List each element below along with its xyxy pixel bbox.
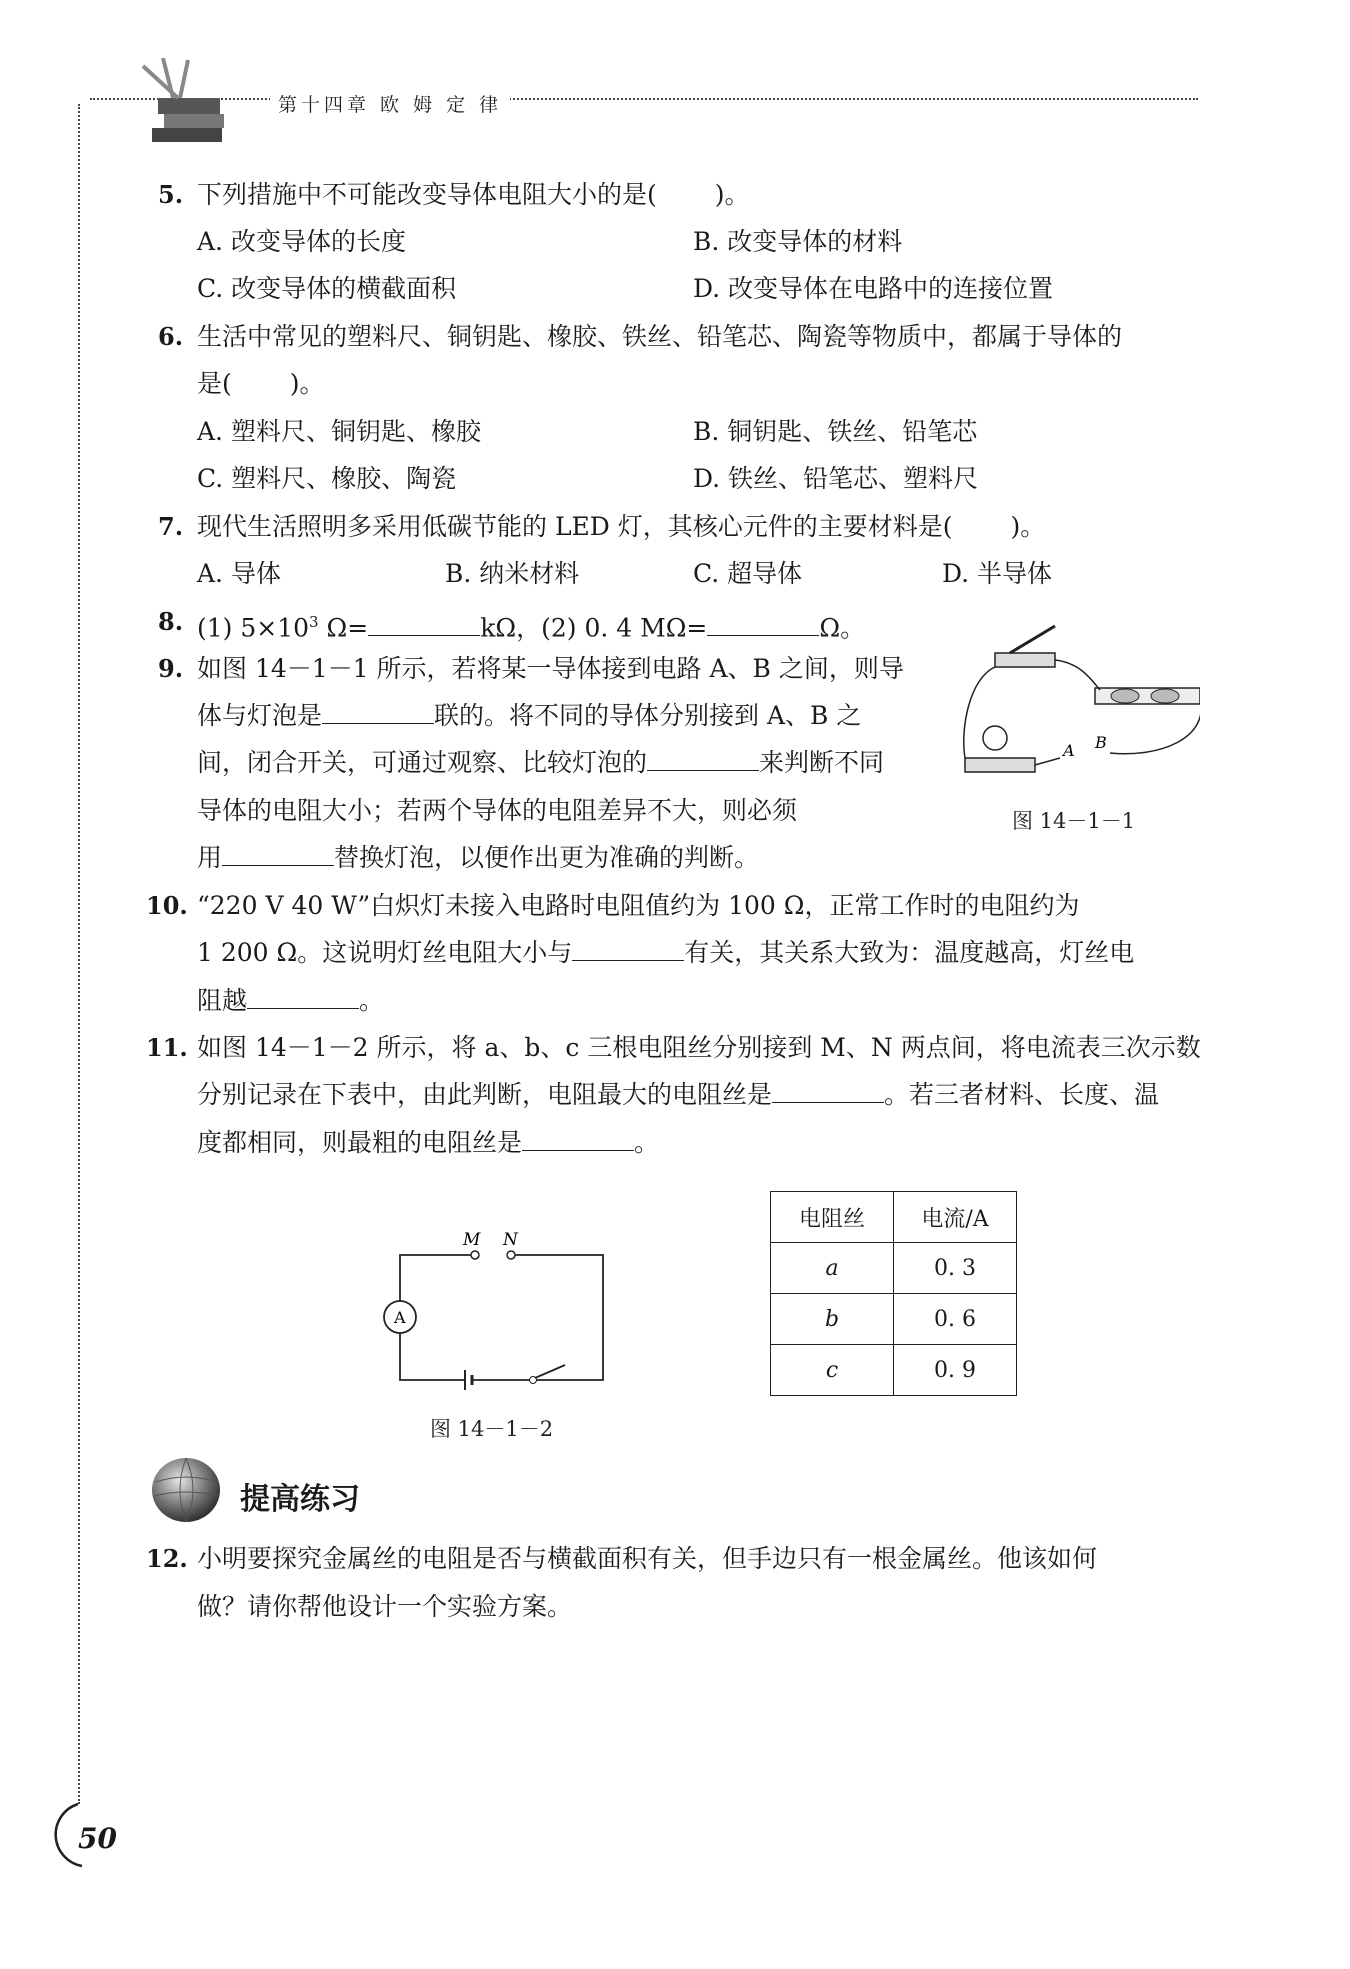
globe-icon [146, 1452, 226, 1532]
q5-option-b: B. 改变导体的材料 [693, 227, 903, 256]
label-b: B [1095, 733, 1107, 752]
q6-stem2-end: )。 [289, 369, 325, 398]
q9-line3 [197, 748, 884, 778]
table-cell-current: 0. 6 [894, 1294, 1017, 1345]
q7-stem-text: 现代生活照明多采用低碳节能的 LED 灯，其核心元件的主要材料是( [197, 512, 953, 541]
q8-part2: Ω= [318, 613, 369, 643]
chapter-header: 第十四章 欧 姆 定 律 [270, 90, 510, 117]
wire-2 [1055, 660, 1100, 690]
q10-line2 [197, 938, 1134, 968]
table-cell-wire: c [771, 1345, 894, 1396]
table-row [771, 1294, 1017, 1345]
q8-part3: kΩ，(2) 0. 4 MΩ= [480, 613, 708, 643]
q10-l2b: 有关，其关系大致为：温度越高，灯丝电 [684, 938, 1135, 967]
q6-option-a: A. 塑料尺、铜钥匙、橡胶 [197, 417, 481, 446]
q7-stem-end: )。 [1010, 512, 1046, 541]
q12-line1: 小明要探究金属丝的电阻是否与横截面积有关，但手边只有一根金属丝。他该如何 [197, 1544, 1098, 1573]
q7-option-b: B. 纳米材料 [445, 559, 580, 588]
q11-l3a: 度都相同，则最粗的电阻丝是 [197, 1128, 523, 1157]
q5-stem-text: 下列措施中不可能改变导体电阻大小的是( [197, 180, 657, 209]
q9-l3a: 间，闭合开关，可通过观察、比较灯泡的 [197, 748, 648, 777]
q10-l3b: 。 [359, 986, 385, 1015]
q8-text [197, 607, 865, 643]
q11-l2b: 。若三者材料、长度、温 [884, 1080, 1160, 1109]
q6-option-b: B. 铜钥匙、铁丝、铅笔芯 [693, 417, 978, 446]
lightbulb-icon [983, 726, 1007, 750]
q10-l2a: 1 200 Ω。这说明灯丝电阻大小与 [197, 938, 573, 967]
q9-l3b: 来判断不同 [759, 748, 885, 777]
battery-2 [1151, 689, 1179, 703]
q11-line3 [197, 1128, 659, 1158]
current-table [770, 1191, 1017, 1396]
q6-option-c: C. 塑料尺、橡胶、陶瓷 [197, 464, 457, 493]
q8-part1: (1) 5×10 [197, 613, 310, 643]
q8-exponent: 3 [309, 613, 319, 631]
header-dotted-rule [90, 98, 1198, 100]
wire-3 [1110, 698, 1200, 754]
q5-stem [197, 180, 750, 210]
q11-line1: 如图 14－1－2 所示，将 a、b、c 三根电阻丝分别接到 M、N 两点间，将电流表三次示数 [197, 1033, 1201, 1062]
ammeter-label: A [394, 1308, 406, 1327]
q9-l2a: 体与灯泡是 [197, 701, 323, 730]
q10-l3a: 阻越 [197, 986, 248, 1015]
q7-stem [197, 512, 1045, 542]
q8-part4: Ω。 [819, 613, 866, 643]
q5-option-d: D. 改变导体在电路中的连接位置 [693, 274, 1054, 303]
battery-1 [1111, 689, 1139, 703]
q11-blank-2[interactable] [522, 1128, 634, 1151]
q9-line2 [197, 701, 861, 731]
table-header-row [771, 1192, 1017, 1243]
q6-option-d: D. 铁丝、铅笔芯、塑料尺 [693, 464, 979, 493]
page-number: 50 [78, 1822, 117, 1855]
switch-base [995, 653, 1055, 667]
q12-line2: 做？请你帮他设计一个实验方案。 [197, 1592, 573, 1621]
left-dotted-rule [78, 104, 80, 1804]
q9-l5a: 用 [197, 843, 223, 872]
figure-14-1-1 [950, 618, 1200, 788]
q10-blank-2[interactable] [247, 986, 359, 1009]
q9-blank-3[interactable] [222, 843, 334, 866]
figure-14-1-2-circuit [375, 1225, 615, 1395]
switch-lever [1010, 626, 1055, 653]
section-title: 提高练习 [240, 1482, 360, 1517]
figure-14-1-1-caption: 图 14－1－1 [1012, 809, 1136, 833]
q8-number: 8. [158, 607, 184, 636]
q11-l3b: 。 [634, 1128, 660, 1157]
table-cell-current: 0. 9 [894, 1345, 1017, 1396]
q10-blank-1[interactable] [572, 938, 684, 961]
q11-blank-1[interactable] [772, 1080, 884, 1103]
q6-stem-line2 [197, 369, 325, 399]
wire-4 [1035, 758, 1060, 765]
books-icon [138, 58, 238, 148]
table-cell-current: 0. 3 [894, 1243, 1017, 1294]
q5-option-a: A. 改变导体的长度 [197, 227, 406, 256]
q9-blank-1[interactable] [322, 701, 434, 724]
q9-l5b: 替换灯泡，以便作出更为准确的判断。 [334, 843, 760, 872]
q5-number: 5. [158, 180, 184, 209]
q10-line3 [197, 986, 384, 1016]
q8-blank-2[interactable] [707, 613, 819, 636]
q11-number: 11. [146, 1033, 188, 1062]
q9-number: 9. [158, 654, 184, 683]
q11-l2a: 分别记录在下表中，由此判断，电阻最大的电阻丝是 [197, 1080, 773, 1109]
figure-14-1-2-caption: 图 14－1－2 [430, 1417, 554, 1441]
label-m: M [463, 1230, 481, 1250]
label-a: A [1063, 741, 1075, 760]
q9-l2b: 联的。将不同的导体分别接到 A、B 之 [434, 701, 862, 730]
q7-number: 7. [158, 512, 184, 541]
q12-number: 12. [146, 1544, 188, 1573]
table-cell-wire: a [771, 1243, 894, 1294]
q7-option-c: C. 超导体 [693, 559, 803, 588]
table-cell-wire: b [771, 1294, 894, 1345]
q8-blank-1[interactable] [368, 613, 480, 636]
label-n: N [503, 1230, 518, 1250]
q9-line1: 如图 14－1－1 所示，若将某一导体接到电路 A、B 之间，则导 [197, 654, 904, 683]
q9-blank-2[interactable] [647, 748, 759, 771]
table-row [771, 1243, 1017, 1294]
terminal-n [507, 1251, 515, 1259]
q10-number: 10. [146, 891, 188, 920]
table-header-wire: 电阻丝 [771, 1192, 894, 1243]
lamp-base [965, 758, 1035, 772]
circuit-wire-right [515, 1255, 603, 1380]
table-row [771, 1345, 1017, 1396]
q6-stem2-text: 是( [197, 369, 232, 398]
q5-option-c: C. 改变导体的横截面积 [197, 274, 457, 303]
q11-line2 [197, 1080, 1159, 1110]
table-header-current: 电流/A [894, 1192, 1017, 1243]
q6-number: 6. [158, 322, 184, 351]
q6-stem-line1: 生活中常见的塑料尺、铜钥匙、橡胶、铁丝、铅笔芯、陶瓷等物质中，都属于导体的 [197, 322, 1123, 351]
switch-blade [535, 1365, 565, 1378]
q10-line1: “220 V 40 W”白炽灯未接入电路时电阻值约为 100 Ω，正常工作时的电阻约为 [197, 891, 1080, 920]
q9-line4: 导体的电阻大小；若两个导体的电阻差异不大，则必须 [197, 796, 798, 825]
q9-line5 [197, 843, 759, 873]
terminal-m [471, 1251, 479, 1259]
q7-option-d: D. 半导体 [942, 559, 1053, 588]
q7-option-a: A. 导体 [197, 559, 281, 588]
q5-stem-end: )。 [714, 180, 750, 209]
